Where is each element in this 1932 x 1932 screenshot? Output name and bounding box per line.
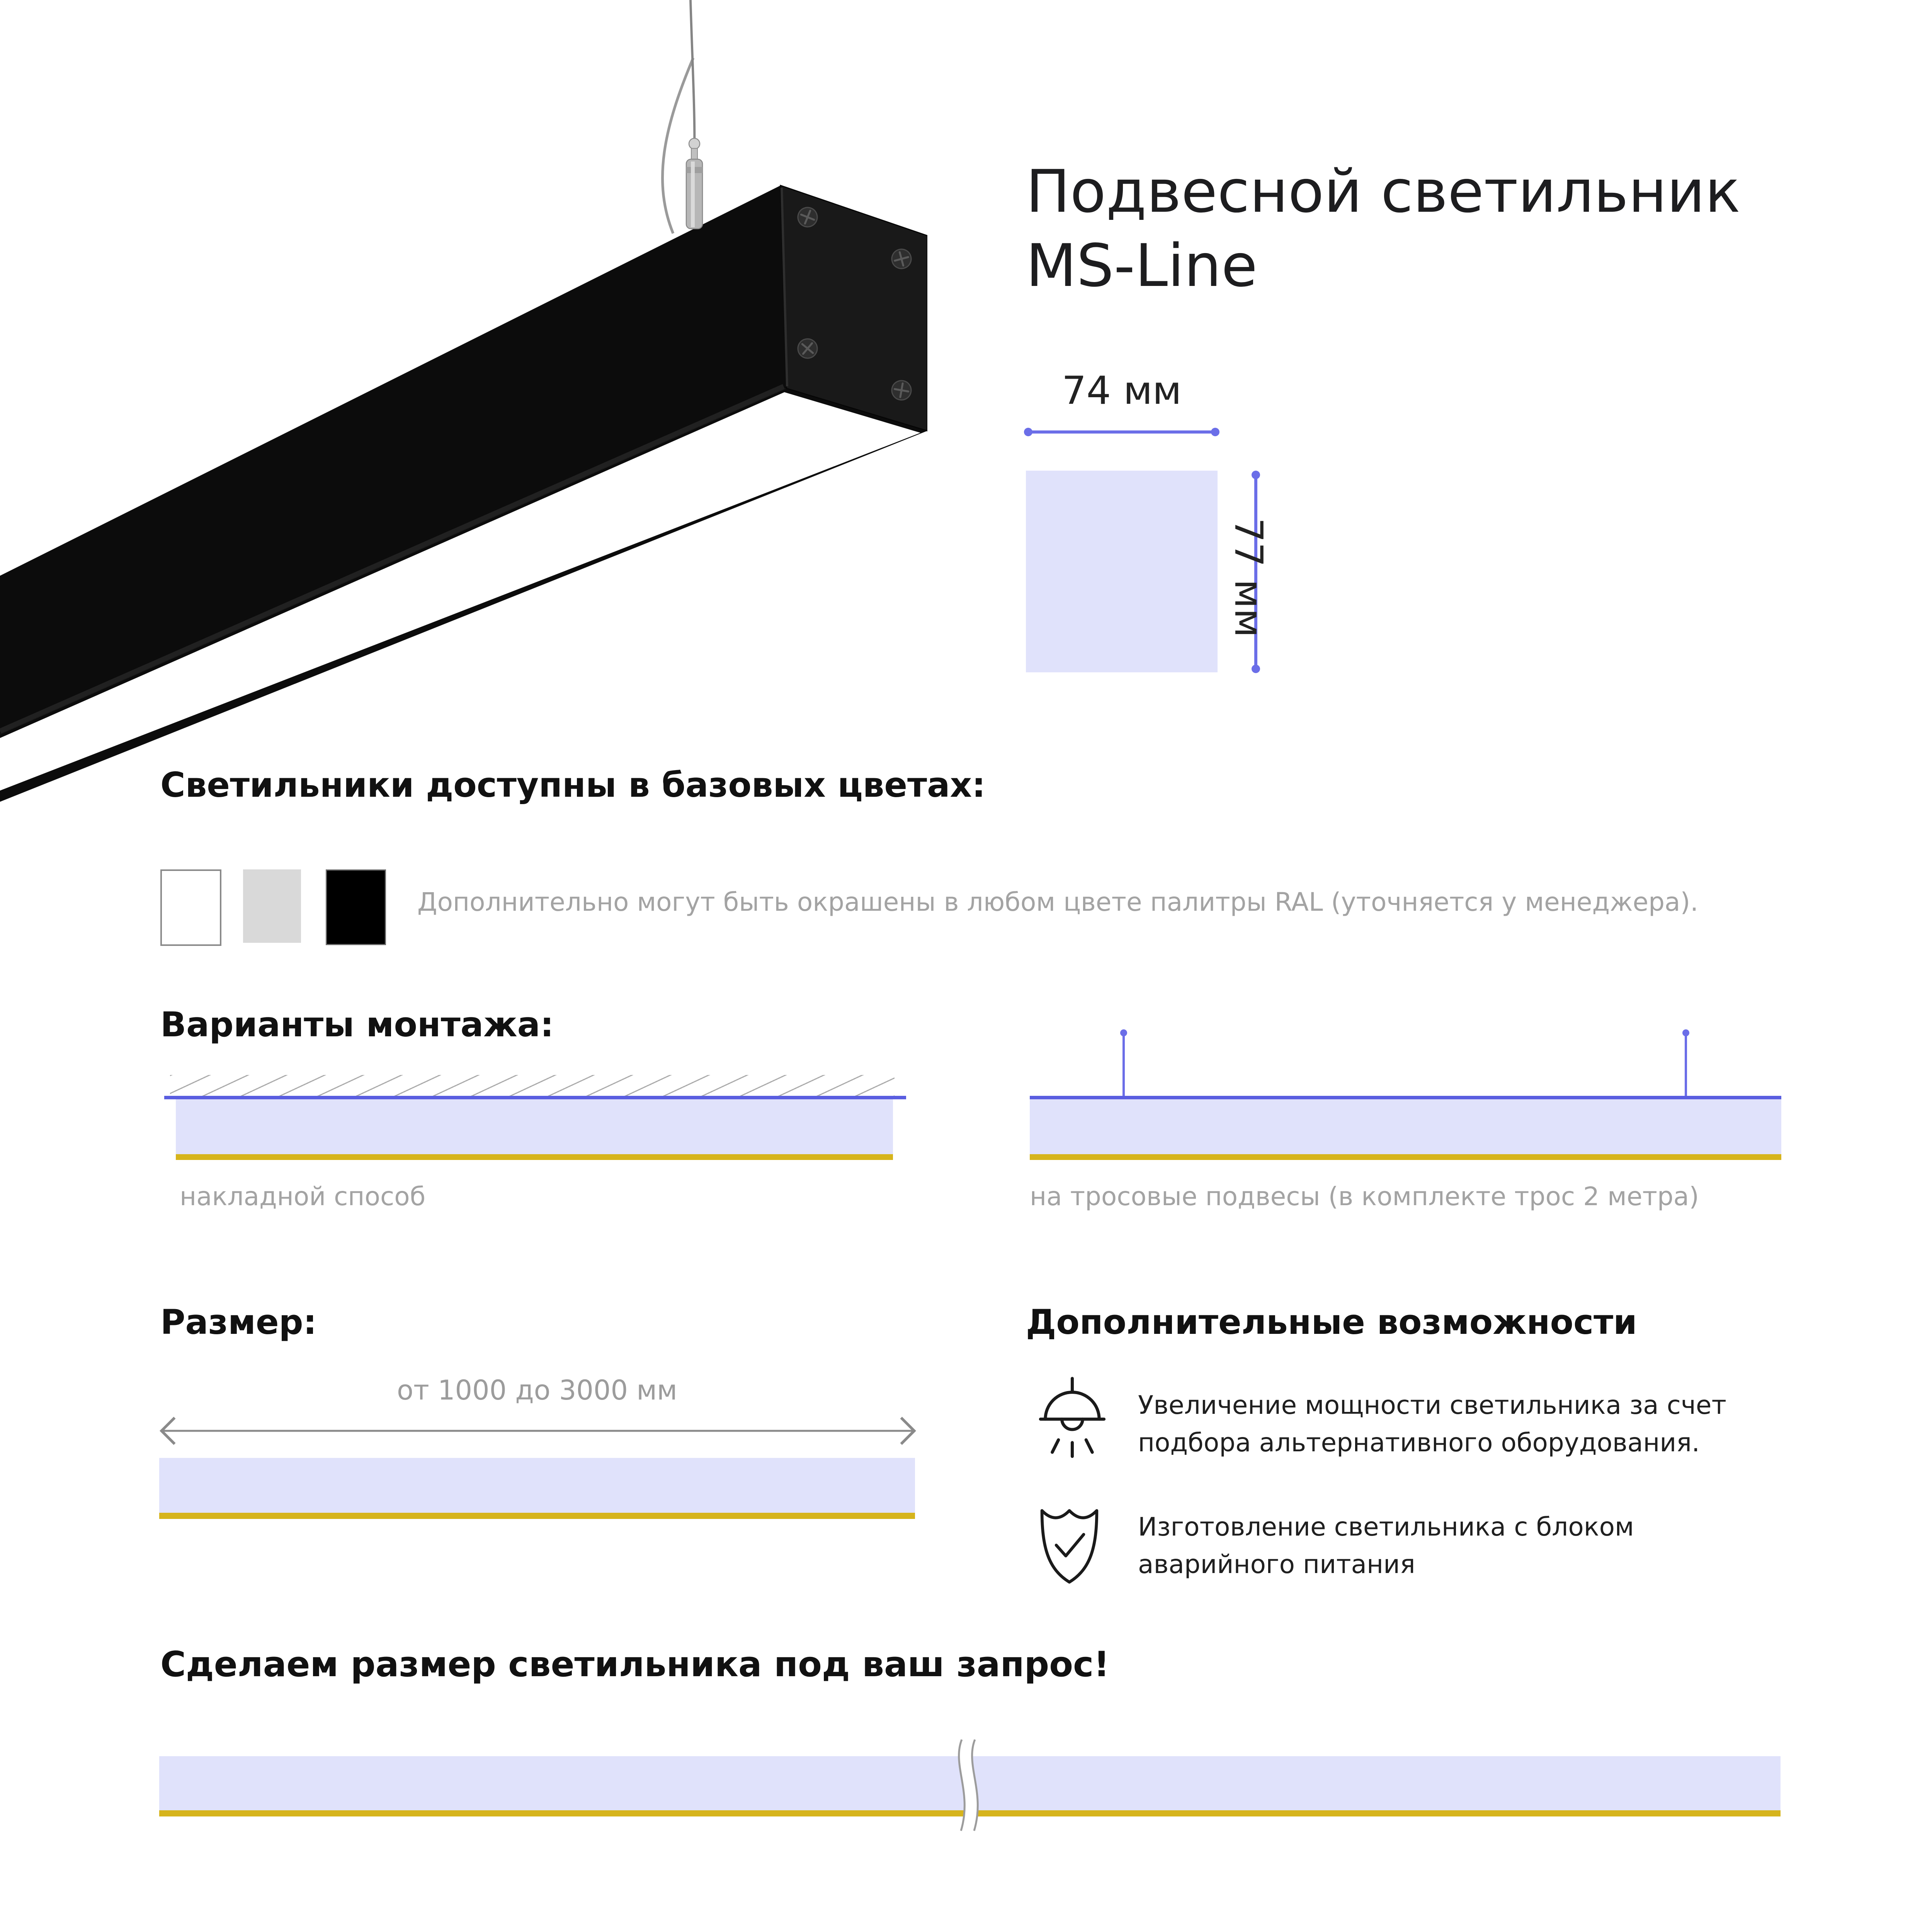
surface-mount-caption: накладной способ bbox=[180, 1182, 426, 1211]
mounting-section-heading: Варианты монтажа: bbox=[160, 1005, 554, 1044]
cable-gripper bbox=[686, 138, 702, 229]
color-swatch-gray bbox=[243, 869, 301, 943]
suspension-anchor-dot-right bbox=[1682, 1029, 1689, 1036]
width-dimension-label: 74 мм bbox=[1062, 368, 1182, 413]
size-lamp-diffuser-line bbox=[159, 1513, 915, 1519]
size-section-heading: Размер: bbox=[160, 1302, 317, 1342]
dimension-endpoint-dot bbox=[1211, 428, 1219, 436]
suspension-wire-right bbox=[1685, 1034, 1687, 1097]
feature-power-line1: Увеличение мощности светильника за счет bbox=[1138, 1390, 1726, 1420]
suspension-wire-left bbox=[1122, 1034, 1125, 1097]
suspended-lamp-diagram bbox=[1030, 1099, 1781, 1154]
feature-item-emergency bbox=[1138, 1508, 1634, 1583]
lamp-photo bbox=[0, 0, 927, 850]
dimension-endpoint-dot bbox=[1252, 665, 1260, 673]
ceiling-line bbox=[164, 1096, 906, 1099]
width-dimension-line bbox=[1027, 430, 1217, 434]
page-title bbox=[1026, 155, 1740, 303]
ral-note: Дополнительно могут быть окрашены в любом цвете палитры RAL (уточняется у менеджера). bbox=[417, 887, 1699, 917]
suspension-anchor-dot-left bbox=[1120, 1029, 1127, 1036]
colors-section-heading: Светильники доступны в базовых цветах: bbox=[160, 765, 986, 805]
pendant-lamp-render bbox=[0, 0, 927, 850]
size-lamp-diagram bbox=[159, 1458, 915, 1513]
dimension-endpoint-dot bbox=[1024, 428, 1032, 436]
custom-size-heading: Сделаем размер светильника под ваш запрос! bbox=[160, 1644, 1110, 1685]
dimension-endpoint-dot bbox=[1252, 471, 1260, 479]
size-range-label: от 1000 до 3000 мм bbox=[397, 1374, 677, 1406]
profile-cross-section bbox=[1026, 471, 1218, 672]
features-section-heading: Дополнительные возможности bbox=[1026, 1302, 1637, 1342]
suspension-cable bbox=[690, 0, 694, 148]
suspended-lamp-top-line bbox=[1030, 1096, 1781, 1099]
length-break-symbol bbox=[949, 1738, 995, 1832]
surface-mount-lamp-diagram bbox=[176, 1099, 893, 1154]
size-range-arrow bbox=[158, 1412, 918, 1451]
feature-emergency-line2: аварийного питания bbox=[1138, 1549, 1415, 1579]
ceiling-hatch-pattern bbox=[170, 1075, 895, 1096]
feature-emergency-line1: Изготовление светильника с блоком bbox=[1138, 1512, 1634, 1542]
feature-power-line2: подбора альтернативного оборудования. bbox=[1138, 1428, 1700, 1458]
shield-check-icon bbox=[1034, 1498, 1105, 1588]
suspended-lamp-diffuser-line bbox=[1030, 1154, 1781, 1160]
suspension-mount-caption: на тросовые подвесы (в комплекте трос 2 метра) bbox=[1030, 1182, 1699, 1211]
feature-item-power bbox=[1138, 1386, 1726, 1461]
color-swatch-black bbox=[326, 869, 386, 945]
pendant-lamp-icon bbox=[1030, 1376, 1115, 1473]
page-title-line1: Подвесной светильник bbox=[1026, 157, 1741, 226]
color-swatch-white bbox=[160, 869, 221, 946]
page-title-line2: MS-Line bbox=[1026, 231, 1258, 300]
surface-mount-diffuser-line bbox=[176, 1154, 893, 1160]
height-dimension-label: 77 мм bbox=[1226, 518, 1271, 638]
